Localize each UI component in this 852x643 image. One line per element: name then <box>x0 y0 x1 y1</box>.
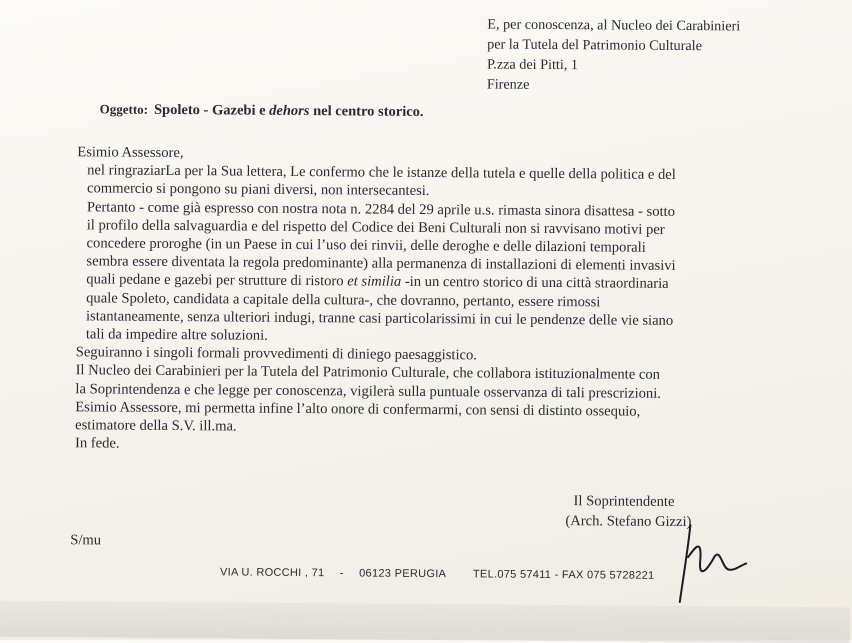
signature-name: (Arch. Stefano Gizzi) <box>565 513 692 531</box>
body-line: quale Spoleto, candidata a capitale della cultura-, che dovranno, pertanto, essere rimossi <box>86 289 601 310</box>
body-line: Esimio Assessore, mi permetta infine l’alto onore di confermarmi, con sensi di distinto ossequio, <box>75 399 641 420</box>
body-line: istantaneamente, senza ulteriori indugi, tranne casi particolarissimi in cui le pendenze delle vie siano <box>85 308 674 329</box>
footer-city: 06123 PERUGIA <box>359 567 447 581</box>
letterhead-footer <box>220 566 655 581</box>
recipient-block <box>487 14 741 96</box>
footer-phone: TEL.075 57411 - FAX 075 5728221 <box>472 568 655 582</box>
body-line: la Soprintendenza e che legge per conoscenza, vigilerà sulla puntuale osservanza di tali prescrizioni. <box>75 380 662 402</box>
recipient-line: E, per conoscenza, al Nucleo dei Carabinieri <box>487 16 741 35</box>
body-line: nel ringraziarLa per la Sua lettera, Le confermo che le istanze della tutela e quelle della politica e del <box>87 162 676 184</box>
body-italic: et similia <box>347 273 402 291</box>
handwritten-signature-scribble <box>670 517 751 608</box>
recipient-line: P.zza dei Pitti, 1 <box>486 56 579 74</box>
subject-text-end: nel centro storico. <box>309 103 424 120</box>
body-line: tali da impedire altre soluzioni. <box>85 326 268 344</box>
signature-title: Il Soprintendente <box>573 493 675 510</box>
body-line: sembra essere diventata la regola predominante) alla permanenza di installazioni di elementi invasivi <box>86 253 676 275</box>
subject-line <box>100 101 424 121</box>
body-line: commercio si pongono su piani diversi, non intersecantesi. <box>86 180 430 200</box>
body-line: il profilo della salvaguardia e del rispetto del Codice dei Beni Culturali non si ravvisano motivi per <box>86 217 665 238</box>
closing: In fede. <box>74 435 120 452</box>
subject-label: Oggetto: <box>99 101 149 117</box>
body-line: Pertanto - come già espresso con nostra nota n. 2284 del 29 aprile u.s. rimasta sinora disattesa - sotto <box>86 198 676 220</box>
subject-text: Spoleto - Gazebi e <box>153 101 270 119</box>
typist-initials: S/mu <box>70 532 102 549</box>
footer-separator: - <box>339 567 344 580</box>
salutation: Esimio Assessore, <box>77 144 184 162</box>
letter-body <box>75 143 797 458</box>
body-line: estimatore della S.V. ill.ma. <box>75 417 237 435</box>
subject-italic: dehors <box>269 102 310 120</box>
body-line: Il Nucleo dei Carabinieri per la Tutela del Patrimonio Culturale, che collabora istituzionalmente con <box>75 362 661 384</box>
body-line: concedere proroghe (in un Paese in cui l’uso dei rinvii, delle deroghe e delle dilazioni temporali <box>86 235 646 256</box>
recipient-line: Firenze <box>486 76 530 93</box>
recipient-line: per la Tutela del Patrimonio Culturale <box>487 36 702 55</box>
footer-address: VIA U. ROCCHI , 71 <box>219 566 325 580</box>
body-text: -in un centro storico di una città straordinaria <box>401 274 669 293</box>
body-text: quali pedane e gazebi per strutture di ristoro <box>86 271 348 290</box>
body-line: Seguiranno i singoli formali provvedimenti di diniego paesaggistico. <box>75 344 478 364</box>
